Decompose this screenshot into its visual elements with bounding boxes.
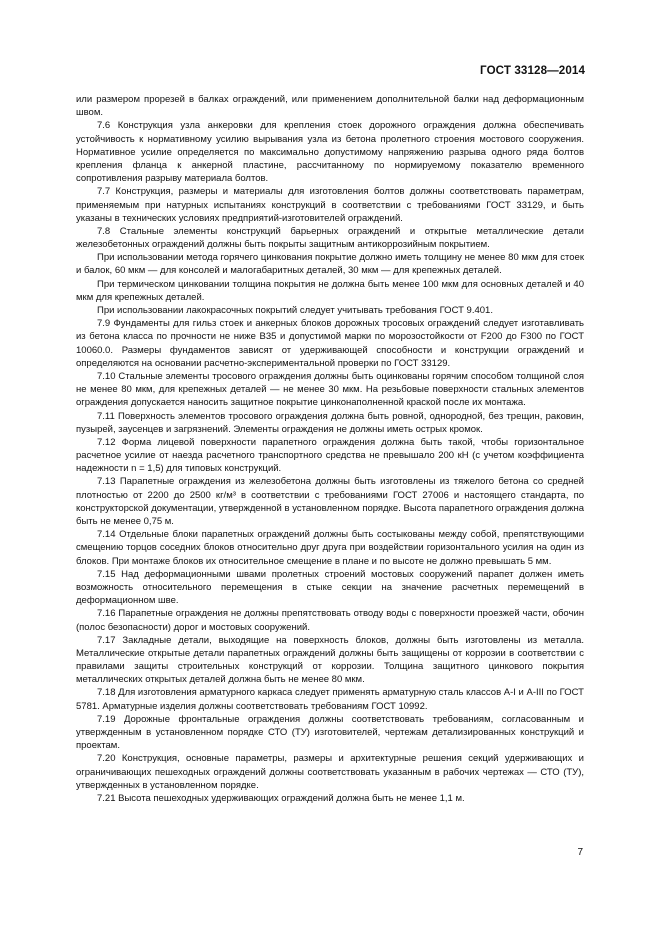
document-body <box>76 93 584 805</box>
paragraph-7-15: 7.15 Над деформационными швами пролетных строений мостовых сооружений парапет должен иметь возможность относительного перемещения в стыке секции на значение расчетных перемещений в деформационном шве. <box>76 568 584 607</box>
paragraph-7-7: 7.7 Конструкция, размеры и материалы для изготовления болтов должны соответствовать параметрам, применяемым при натурных испытаниях конструкций в соответствии с требованиями ГОСТ 33129, и быть указаны в технических условиях предприятий-изготовителей ограждений. <box>76 186 584 224</box>
page-number: 7 <box>577 847 583 858</box>
document-code-header: ГОСТ 33128—2014 <box>480 64 585 77</box>
paragraph-7-13: 7.13 Парапетные ограждения из железобетона должны быть изготовлены из тяжелого бетона со средней плотностью от 2200 до 2500 кг/м³ в соответствии с требованиями ГОСТ 27006 и настоящего стандарта, по конструкторской документации, утвержденной в установленном порядке. Высота парапетного ограждения должна быть не менее 0,75 м. <box>76 476 584 527</box>
paragraph-thermal-galvanizing: При термическом цинковании толщина покрытия не должна быть менее 100 мкм для основных деталей и 40 мкм для крепежных деталей. <box>76 278 584 303</box>
paragraph-7-18: 7.18 Для изготовления арматурного каркаса следует применять арматурную сталь классов А-I и А-III по ГОСТ 5781. Арматурные изделия должны соответствовать требованиям ГОСТ 10992. <box>76 687 584 712</box>
paragraph-hot-galvanizing: При использовании метода горячего цинкования покрытие должно иметь толщину не менее 80 мкм для стоек и балок, 60 мкм — для консолей и малогабаритных деталей, 30 мкм — для крепежных деталей. <box>76 252 584 277</box>
paragraph-7-21: 7.21 Высота пешеходных удерживающих ограждений должна быть не менее 1,1 м. <box>97 792 465 804</box>
paragraph-7-12: 7.12 Форма лицевой поверхности парапетного ограждения должна быть такой, чтобы горизонтальное расчетное усилие от наезда расчетного транспортного средства не превышало 200 кН (с учетом коэффициента надежности n = 1,5) для типовых конструкций. <box>76 436 584 475</box>
paragraph-7-6: 7.6 Конструкция узла анкеровки для крепления стоек дорожного ограждения должна обеспечивать устойчивость к нормативному усилию вырывания узла из бетона пролетного строения мостового сооружения. Нормативное усилие определяется по максимально допустимому напряжению разрыва одного ряда болтов крепления фланца к анкерной пластине, рассчитанному по нормируемому показателю временного сопротивления разрыву материала болтов. <box>76 120 584 185</box>
paragraph-continuation: или размером прорезей в балках ограждений, или применением дополнительной балки над деформационным швом. <box>76 94 584 119</box>
paragraph-7-17: 7.17 Закладные детали, выходящие на поверхность блоков, должны быть изготовлены из металла. Металлические открытые детали парапетных ограждений должны быть защищены от коррозии в соответствии с правилами защиты строительных конструкций от коррозии. Толщина защитного цинкового покрытия металлических открытых деталей должна быть не менее 80 мкм. <box>76 634 584 686</box>
paragraph-7-9: 7.9 Фундаменты для гильз стоек и анкерных блоков дорожных тросовых ограждений следует изготавливать из бетона класса по прочности не ниже В35 и допустимой марки по морозостойкости от F200 до F300 по ГОСТ 10060.0. Размеры фундаментов зависят от удерживающей способности и конструкции ограждений и определяются на основании расчетно-экспериментальной проверки по ГОСТ 33129. <box>76 318 584 369</box>
paragraph-7-16: 7.16 Парапетные ограждения не должны препятствовать отводу воды с поверхности проезжей части, обочин (полос безопасности) дорог и мостовых сооружений. <box>76 608 584 633</box>
paragraph-7-10: 7.10 Стальные элементы тросового ограждения должны быть оцинкованы горячим способом толщиной слоя не менее 80 мкм, для крепежных деталей — не менее 30 мкм. На резьбовые поверхности стальных элементов ограждения допускается наносить защитное покрытие цинконаполненной краской после их монтажа. <box>76 370 584 409</box>
paragraph-7-14: 7.14 Отдельные блоки парапетных ограждений должны быть состыкованы между собой, препятствующими смещению торцов соседних блоков относительно друг друга при воздействии горизонтального усилия на один из блоков. При монтаже блоков их относительное смещение в плане и по высоте не должно превышать 5 мм. <box>76 529 584 567</box>
paragraph-7-19: 7.19 Дорожные фронтальные ограждения должны соответствовать требованиям, согласованным и утвержденным в установленном порядке СТО (ТУ) изготовителей, чертежам детализированных конструкций и проектам. <box>76 713 584 752</box>
paragraph-paint-coatings: При использовании лакокрасочных покрытий следует учитывать требования ГОСТ 9.401. <box>97 305 493 316</box>
paragraph-7-20: 7.20 Конструкция, основные параметры, размеры и архитектурные решения секций удерживающих и ограничивающих пешеходных ограждений должны соответствовать указанным в рабочих чертежах — СТО (ТУ), утвержденных в установленном порядке. <box>76 753 584 791</box>
paragraph-7-8: 7.8 Стальные элементы конструкций барьерных ограждений и открытые металлические детали железобетонных ограждений должны быть покрыты защитным антикоррозийным покрытием. <box>76 225 584 251</box>
paragraph-7-11: 7.11 Поверхность элементов тросового ограждения должна быть ровной, однородной, без трещин, раковин, пузырей, заусенцев и загрязнений. Элементы ограждения не должны иметь острых кромок. <box>76 410 584 435</box>
